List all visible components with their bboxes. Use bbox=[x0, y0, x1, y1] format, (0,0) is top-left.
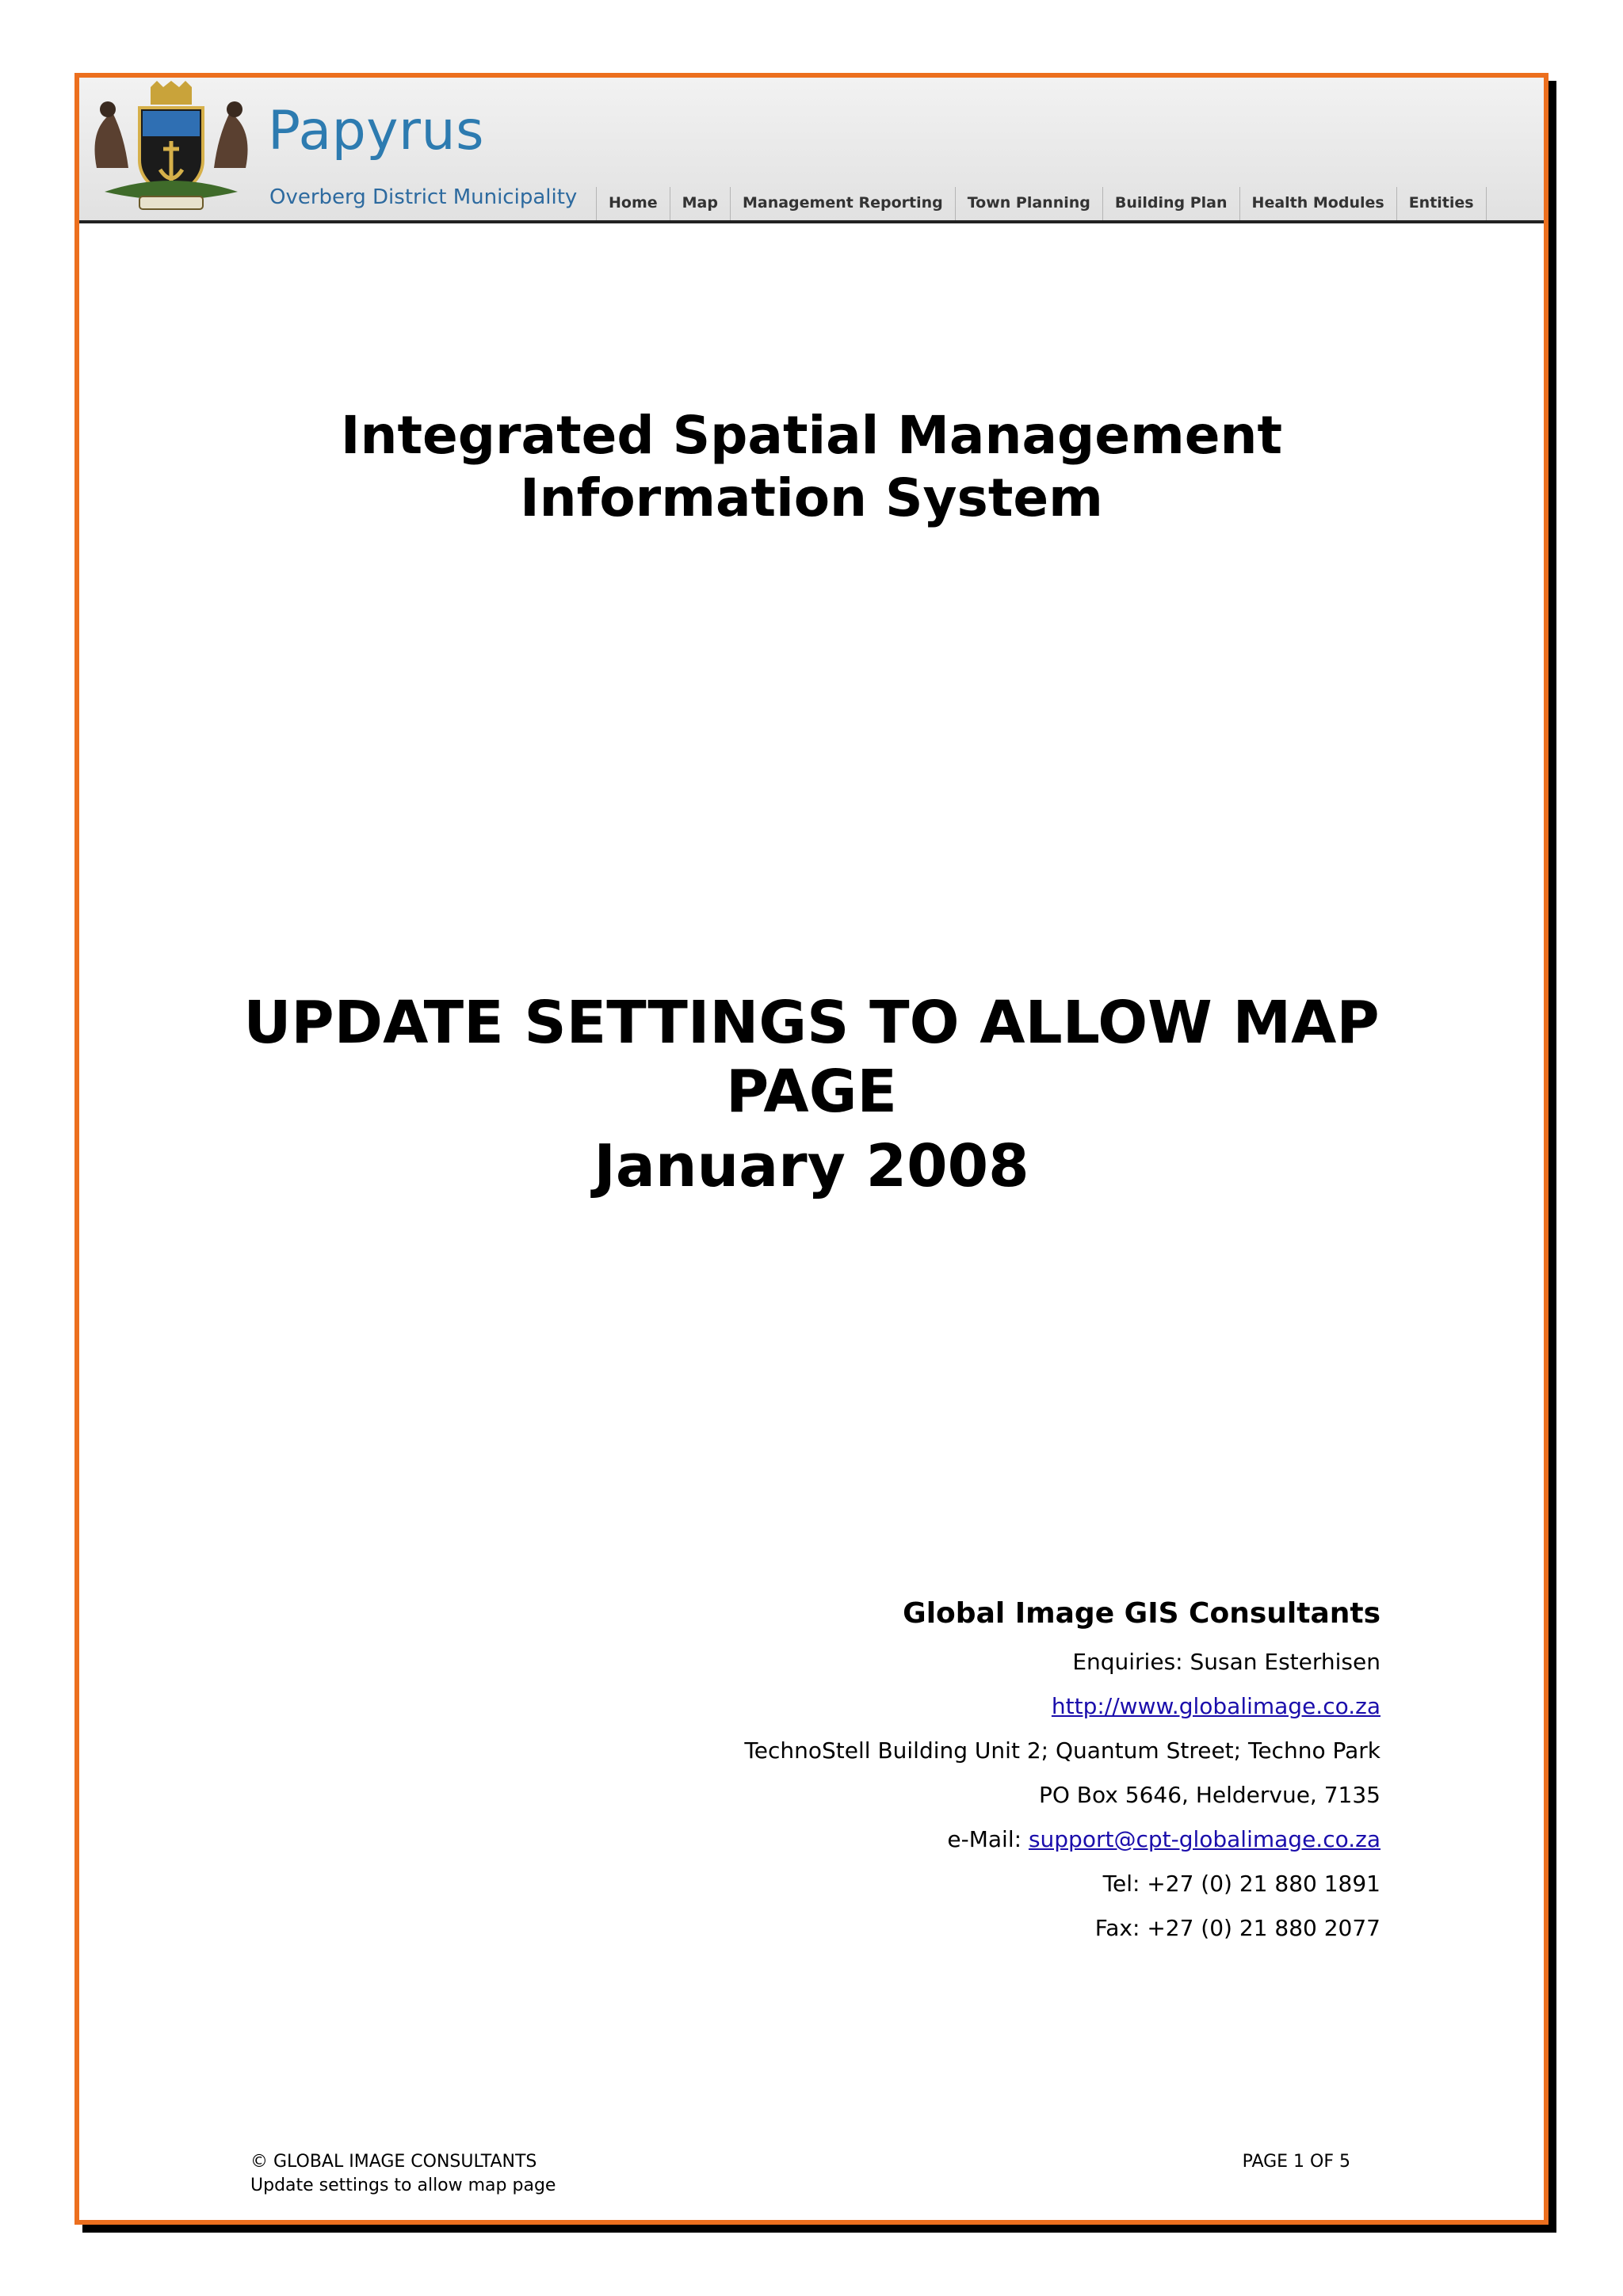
email-label: e-Mail: bbox=[947, 1826, 1029, 1852]
footer-doc-name: Update settings to allow map page bbox=[250, 2176, 556, 2195]
brand-subtitle: Overberg District Municipality bbox=[269, 185, 578, 209]
nav-item-town-planning[interactable]: Town Planning bbox=[955, 187, 1102, 220]
brand-title: Papyrus bbox=[268, 100, 485, 162]
document-title-line-2: Information System bbox=[520, 467, 1103, 529]
tel-line: Tel: +27 (0) 21 880 1891 bbox=[1102, 1871, 1381, 1897]
nav-item-home[interactable]: Home bbox=[596, 187, 670, 220]
footer-left bbox=[250, 2150, 556, 2198]
contact-block bbox=[744, 1588, 1381, 1951]
footer-copyright: © GLOBAL IMAGE CONSULTANTS bbox=[250, 2152, 537, 2172]
municipal-crest-icon bbox=[81, 81, 262, 215]
document-subject-line-2: PAGE bbox=[725, 1057, 897, 1126]
document-frame bbox=[74, 73, 1549, 2225]
header-banner bbox=[79, 78, 1544, 223]
nav-item-health-modules[interactable]: Health Modules bbox=[1239, 187, 1396, 220]
address-line: TechnoStell Building Unit 2; Quantum Street; Techno Park bbox=[744, 1737, 1381, 1764]
nav-item-entities[interactable]: Entities bbox=[1396, 187, 1487, 220]
footer-page-number: PAGE 1 OF 5 bbox=[1242, 2152, 1350, 2172]
website-link[interactable]: http://www.globalimage.co.za bbox=[1051, 1693, 1381, 1719]
po-box-line: PO Box 5646, Heldervue, 7135 bbox=[1038, 1782, 1381, 1808]
fax-line: Fax: +27 (0) 21 880 2077 bbox=[1094, 1915, 1381, 1941]
enquiries-line: Enquiries: Susan Esterhisen bbox=[1072, 1649, 1381, 1675]
nav-item-map[interactable]: Map bbox=[670, 187, 730, 220]
email-link[interactable]: support@cpt-globalimage.co.za bbox=[1028, 1826, 1381, 1852]
document-subject-line-1: UPDATE SETTINGS TO ALLOW MAP bbox=[243, 989, 1380, 1057]
nav-item-building-plan[interactable]: Building Plan bbox=[1102, 187, 1239, 220]
nav-item-management-reporting[interactable]: Management Reporting bbox=[730, 187, 955, 220]
document-subject bbox=[79, 989, 1544, 1126]
document-date: January 2008 bbox=[594, 1132, 1029, 1200]
email-line bbox=[744, 1817, 1381, 1862]
document-title-line-1: Integrated Spatial Management bbox=[340, 405, 1283, 466]
nav-bar bbox=[596, 187, 1487, 220]
document-title bbox=[79, 404, 1544, 529]
company-name: Global Image GIS Consultants bbox=[903, 1597, 1381, 1630]
